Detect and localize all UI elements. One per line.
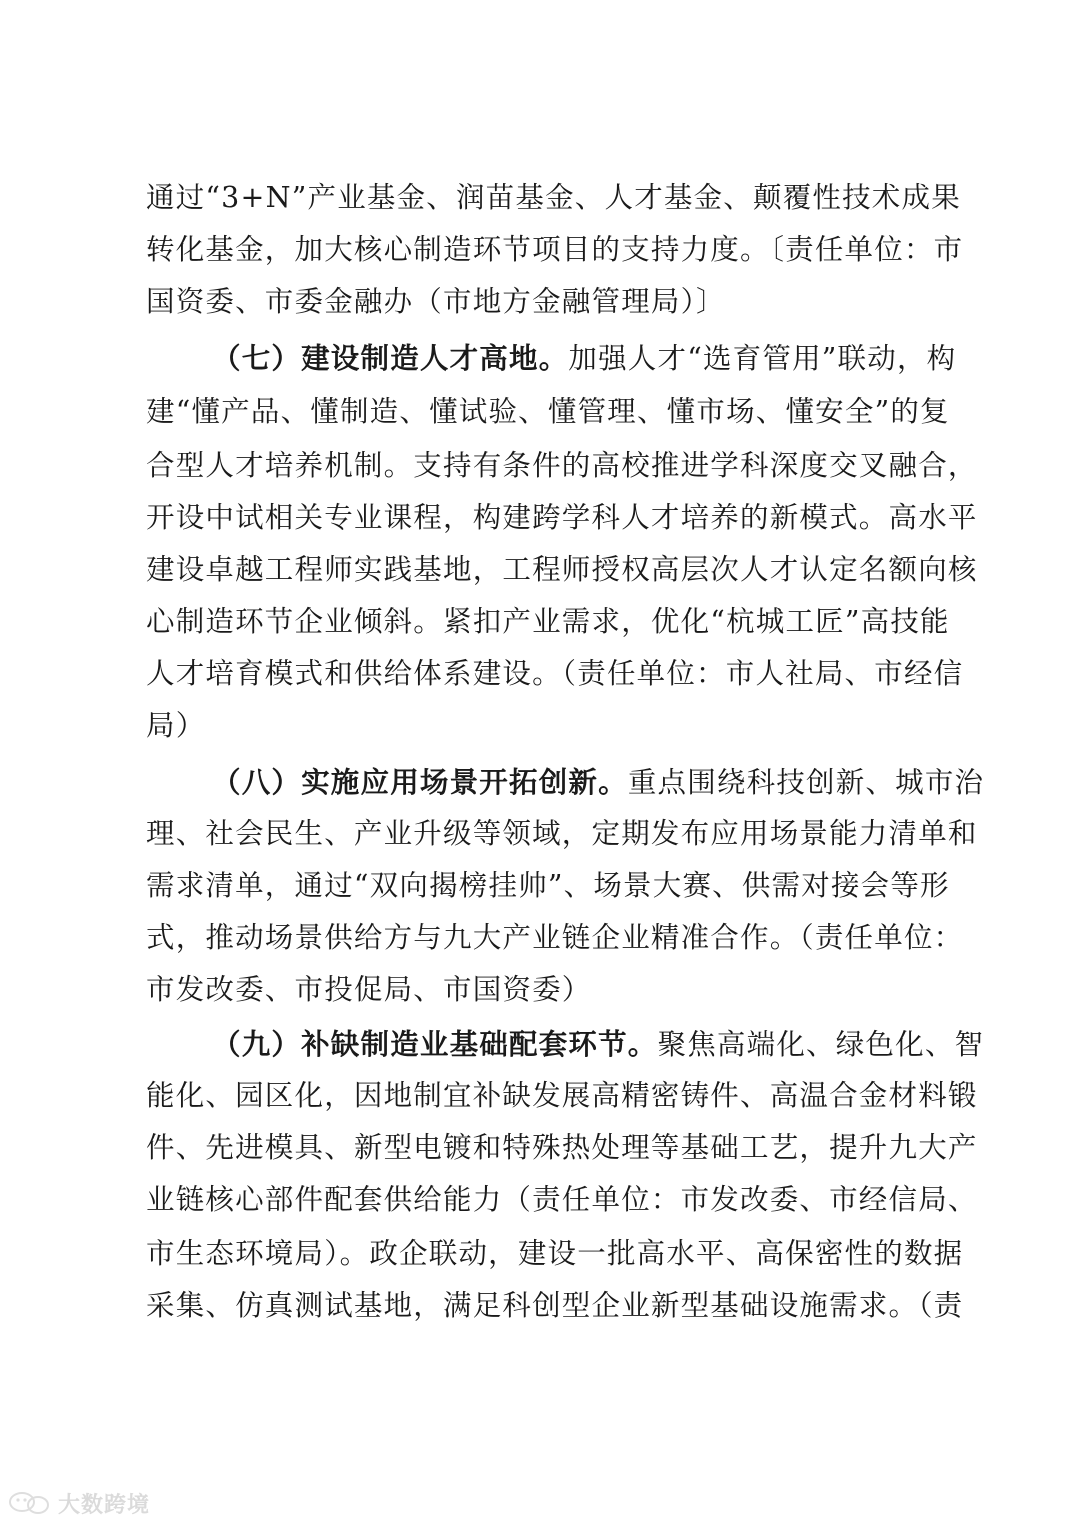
paragraph-2-line-2: 建“懂产品、懂制造、懂试验、懂管理、懂市场、懂安全”的复 bbox=[146, 395, 950, 428]
paragraph-2-line-3: 合型人才培养机制。支持有条件的高校推进学科深度交叉融合， bbox=[146, 449, 978, 482]
paragraph-4-line-2: 能化、园区化，因地制宜补缺发展高精密铸件、高温合金材料锻 bbox=[146, 1079, 978, 1112]
watermark-text: 大数跨境 bbox=[58, 1492, 151, 1518]
paragraph-4-line-3: 件、先进模具、新型电镀和特殊热处理等基础工艺，提升九大产 bbox=[146, 1131, 978, 1164]
paragraph-3-line-3: 需求清单，通过“双向揭榜挂帅”、场景大赛、供需对接会等形 bbox=[146, 869, 950, 902]
paragraph-3-line-1-text: 重点围绕科技创新、城市治 bbox=[627, 766, 985, 799]
paragraph-1-line-3: 国资委、市委金融办（市地方金融管理局）〕 bbox=[146, 285, 726, 318]
paragraph-2-line-7: 人才培育模式和供给体系建设。（责任单位：市人社局、市经信 bbox=[146, 657, 964, 690]
paragraph-3-line-5: 市发改委、市投促局、市国资委） bbox=[146, 973, 592, 1006]
paragraph-4-line-4: 业链核心部件配套供给能力（责任单位：市发改委、市经信局、 bbox=[146, 1183, 978, 1216]
paragraph-3-line-2: 理、社会民生、产业升级等领域，定期发布应用场景能力清单和 bbox=[146, 817, 978, 850]
wechat-bubble-icon bbox=[8, 1491, 52, 1515]
paragraph-3-line-1 bbox=[212, 756, 985, 808]
paragraph-3-line-4: 式，推动场景供给方与九大产业链企业精准合作。（责任单位： bbox=[146, 921, 964, 954]
paragraph-2-line-6: 心制造环节企业倾斜。紧扣产业需求，优化“杭城工匠”高技能 bbox=[146, 605, 950, 638]
section-heading-7: （七）建设制造人才高地。 bbox=[212, 341, 569, 375]
paragraph-2-line-8: 局） bbox=[146, 709, 206, 742]
watermark bbox=[8, 1486, 150, 1520]
paragraph-1-line-1: 通过“3+N”产业基金、润苗基金、人才基金、颠覆性技术成果 bbox=[146, 181, 961, 214]
paragraph-2-line-1-text: 加强人才“选育管用”联动，构 bbox=[568, 342, 957, 375]
paragraph-4-line-5: 市生态环境局）。政企联动，建设一批高水平、高保密性的数据 bbox=[146, 1237, 964, 1270]
paragraph-2-line-4: 开设中试相关专业课程，构建跨学科人才培养的新模式。高水平 bbox=[146, 501, 978, 534]
paragraph-2-line-5: 建设卓越工程师实践基地，工程师授权高层次人才认定名额向核 bbox=[146, 553, 978, 586]
paragraph-4-line-6: 采集、仿真测试基地，满足科创型企业新型基础设施需求。（责 bbox=[146, 1289, 964, 1322]
section-heading-8: （八）实施应用场景开拓创新。 bbox=[212, 765, 628, 799]
paragraph-4-line-1-text: 聚焦高端化、绿色化、智 bbox=[657, 1028, 985, 1061]
paragraph-4-line-1 bbox=[212, 1018, 985, 1070]
paragraph-2-line-1 bbox=[212, 332, 957, 384]
paragraph-1-line-2: 转化基金，加大核心制造环节项目的支持力度。〔责任单位：市 bbox=[146, 233, 964, 266]
section-heading-9: （九）补缺制造业基础配套环节。 bbox=[212, 1027, 658, 1061]
